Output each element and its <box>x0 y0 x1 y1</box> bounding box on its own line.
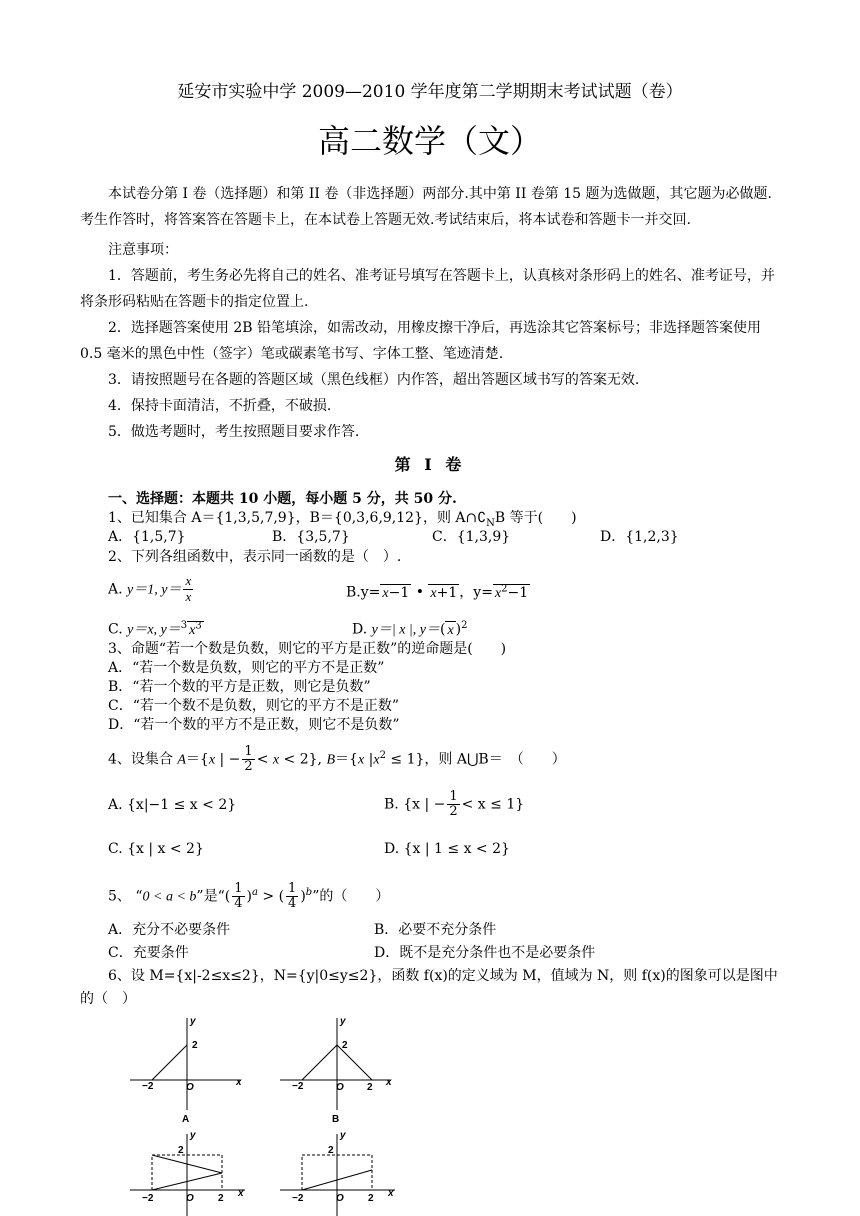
question-2-option-c: C. y＝x, y＝$^3$ $x^3$ <box>108 620 202 638</box>
graph-a-caption: A <box>182 1114 190 1125</box>
question-2-option-d: D. y＝| x |, y＝( x )$^2$ <box>352 620 468 638</box>
notice-5: 5．做选考题时，考生按照题目要求作答. <box>108 424 360 440</box>
question-5-option-a: A．充分不必要条件 <box>108 922 231 938</box>
question-4-option-b: B. {x | − $\frac{1}{2}$ < x ≤ 1} <box>384 789 525 819</box>
graph-b-caption: B <box>332 1114 340 1125</box>
question-1-option-c: C．{1,3,9} <box>432 529 511 545</box>
graph-d-x-label: x <box>388 1188 394 1199</box>
graph-a-tick-2: 2 <box>192 1040 198 1051</box>
graph-a-tick-neg2: −2 <box>142 1081 154 1092</box>
notice-1: 1．答题前，考生务必先将自己的姓名、准考证号填写在答题卡上，认真核对条形码上的姓名、准考证号，并将条形码粘贴在答题卡的指定位置上. <box>80 268 775 310</box>
question-3-option-d: D．“若一个数的平方不是正数，则它不是负数” <box>108 717 400 733</box>
question-1-option-b: B．{3,5,7} <box>272 529 350 545</box>
intro-paragraph: 本试卷分第 I 卷（选择题）和第 II 卷（非选择题）两部分.其中第 II 卷第 15 题为选做题，其它题为必做题.考生作答时，将答案答在答题卡上，在本试卷上答题无效.考试结束后，将本试卷和答题卡一并交回. <box>80 186 772 228</box>
notice-4: 4．保持卡面清洁，不折叠，不破损. <box>108 398 332 414</box>
question-2-stem: 2、下列各组函数中，表示同一函数的是（ ）. <box>108 549 402 565</box>
school-title: 延安市实验中学 2009—2010 学年度第二学期期末考试试题（卷） <box>177 82 683 102</box>
graph-b-tick-2x: 2 <box>367 1082 373 1093</box>
question-5-option-d: D．既不是充分条件也不是必要条件 <box>374 945 596 961</box>
question-4-option-a: A. {x|−1 ≤ x < 2} <box>108 797 237 813</box>
question-3-stem: 3、命题“若一个数是负数，则它的平方是正数”的逆命题是( ) <box>108 641 507 657</box>
volume-title: 第 Ⅰ 卷 <box>394 455 466 474</box>
graph-c-origin: O <box>186 1193 194 1204</box>
question-4-option-d: D. {x | 1 ≤ x < 2} <box>384 841 510 857</box>
graph-a-x-label: x <box>236 1077 242 1088</box>
question-5-stem: 5、 “0 < a < b”是“( $\frac{1}{4}$ )$^a$ > ( $\frac{1}{4}$ )$^b$”的（ ） <box>108 881 390 911</box>
question-1-stem: 1、已知集合 A＝{1,3,5,7,9}，B＝{0,3,6,9,12}，则 $A\cap∁_NB$ 等于( ) <box>108 510 577 529</box>
question-1-option-a: A．{1,5,7} <box>108 529 186 545</box>
graph-b-tick-2: 2 <box>342 1040 348 1051</box>
question-2-option-b: B.y= x−1 • x+1 ，$y= x^2-1$ <box>346 583 529 601</box>
graph-b-origin: O <box>336 1082 344 1093</box>
graph-d-tick-neg2: −2 <box>292 1193 304 1204</box>
graph-b-x-label: x <box>386 1077 392 1088</box>
graph-c-y-label: y <box>190 1130 196 1141</box>
graph-d-tick-2x: 2 <box>368 1193 374 1204</box>
question-1-option-d: D．{1,2,3} <box>600 529 679 545</box>
graph-b-y-label: y <box>340 1016 346 1027</box>
graph-a-y-label: y <box>190 1016 196 1027</box>
graph-a-curve <box>152 1045 187 1080</box>
question-3-option-c: C．“若一个数不是负数，则它的平方不是正数” <box>108 698 400 714</box>
question-3-option-a: A．“若一个数是负数，则它的平方不是正数” <box>108 660 385 676</box>
question-6-graphs <box>120 1010 420 1216</box>
graph-c-tick-2: 2 <box>178 1145 184 1156</box>
graph-c-x-label: x <box>238 1188 244 1199</box>
question-6-stem-line1: 6、设 M={x|-2≤x≤2}，N={y|0≤y≤2}，函数 f(x)的定义域为 M，值域为 N，则 f(x)的图象可以是图中 <box>108 968 778 984</box>
graph-d-y-label: y <box>340 1130 346 1141</box>
graph-d-origin: O <box>336 1193 344 1204</box>
notice-2: 2．选择题答案使用 2B 铅笔填涂，如需改动，用橡皮擦干净后，再选涂其它答案标号；非选择题答案使用 0.5 毫米的黑色中性（签字）笔或碳素笔书写、字体工整、笔迹清楚. <box>80 320 762 362</box>
question-5-option-c: C．充要条件 <box>108 945 189 961</box>
graph-d-tick-2: 2 <box>328 1145 334 1156</box>
subject-title: 高二数学（文） <box>317 122 542 160</box>
notice-3: 3．请按照题号在各题的答题区域（黑色线框）内作答，超出答题区域书写的答案无效. <box>108 372 640 388</box>
question-4-option-c: C. {x | x < 2} <box>108 841 204 857</box>
graph-c-tick-2x: 2 <box>218 1193 224 1204</box>
graph-c-tick-neg2: −2 <box>142 1193 154 1204</box>
question-2-option-a: A. y＝1, y＝ $\frac{x}{x}$ <box>108 573 192 604</box>
question-4-stem: 4、设集合 A＝{x | − $\frac{1}{2}$ < x < 2}, B＝{x $|x^2 \le 1$}，则 A⋃B＝ （ ） <box>108 744 566 774</box>
question-3-option-b: B．“若一个数的平方是正数，则它是负数” <box>108 679 371 695</box>
question-6-stem-line2: 的（ ） <box>80 991 136 1007</box>
section-heading: 一、选择题：本题共 10 小题，每小题 5 分，共 50 分. <box>108 491 457 507</box>
graph-a-origin: O <box>186 1082 194 1093</box>
fraction-x-over-x: $\frac{x}{x}$ <box>185 573 192 604</box>
notice-heading: 注意事项： <box>108 242 178 258</box>
graph-b-tick-neg2: −2 <box>292 1081 304 1092</box>
question-5-option-b: B．必要不充分条件 <box>374 922 497 938</box>
